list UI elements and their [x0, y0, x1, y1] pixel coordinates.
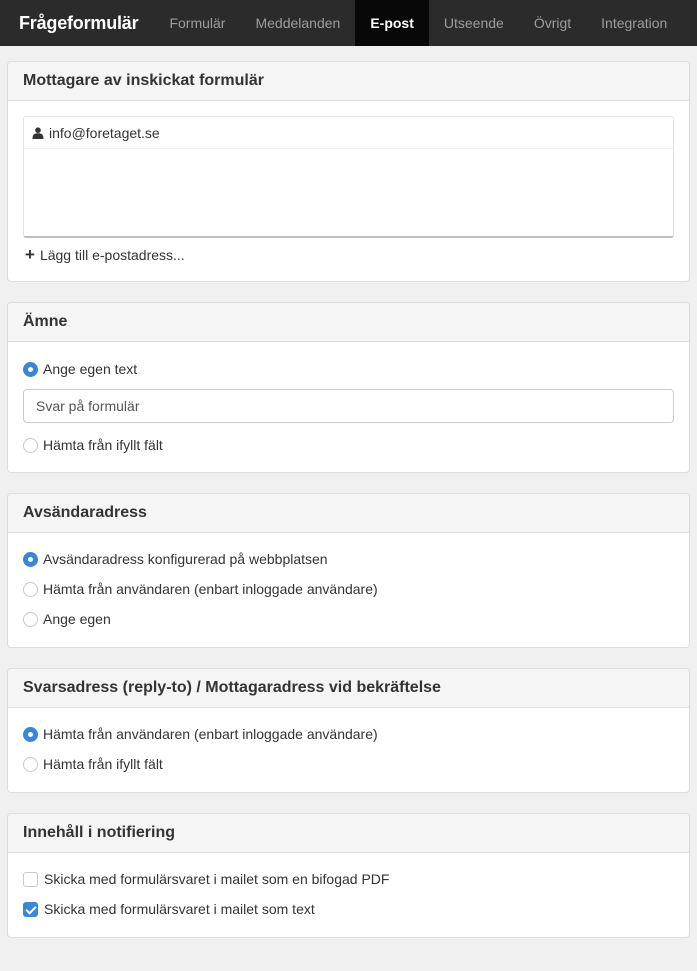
sender-option-site[interactable]	[23, 544, 674, 574]
sender-custom-label: Ange egen	[43, 611, 111, 627]
replyto-heading: Svarsadress (reply-to) / Mottagaradress vid bekräftelse	[8, 669, 689, 708]
tab-utseende[interactable]: Utseende	[443, 15, 504, 31]
subject-heading: Ämne	[8, 303, 689, 342]
tab-meddelanden[interactable]: Meddelanden	[255, 15, 341, 31]
replyto-field-label: Hämta från ifyllt fält	[43, 756, 163, 772]
subject-custom-label: Ange egen text	[43, 361, 138, 377]
subject-input[interactable]	[23, 389, 674, 423]
sender-option-custom[interactable]	[23, 604, 674, 634]
recipient-email: info@foretaget.se	[49, 124, 160, 141]
tab-formular[interactable]: Formulär	[169, 15, 226, 31]
subject-panel	[7, 302, 690, 473]
sender-panel	[7, 493, 690, 648]
notification-heading: Innehåll i notifiering	[8, 814, 689, 853]
tab-ovrigt[interactable]: Övrigt	[533, 15, 572, 31]
replyto-field-radio[interactable]	[23, 757, 38, 772]
notification-pdf-label: Skicka med formulärsvaret i mailet som en bifogad PDF	[44, 871, 390, 887]
sender-custom-radio[interactable]	[23, 612, 38, 627]
notification-text-checkbox[interactable]	[23, 902, 38, 917]
replyto-option-user[interactable]	[23, 719, 674, 749]
add-email-link[interactable]	[23, 246, 674, 263]
add-email-label: Lägg till e-postadress...	[39, 246, 185, 263]
sender-user-label: Hämta från användaren (enbart inloggade användare)	[43, 581, 378, 597]
replyto-panel	[7, 668, 690, 793]
notification-pdf-checkbox[interactable]	[23, 872, 38, 887]
main-content	[0, 46, 697, 938]
recipients-panel	[7, 61, 690, 282]
subject-field-radio[interactable]	[23, 438, 38, 453]
notification-option-pdf[interactable]	[23, 864, 674, 894]
tab-integration[interactable]: Integration	[601, 15, 668, 31]
plus-icon: +	[25, 245, 35, 264]
notification-panel	[7, 813, 690, 938]
recipient-item[interactable]	[24, 117, 673, 149]
app-brand[interactable]: Frågeformulär	[19, 12, 139, 33]
replyto-user-radio[interactable]	[23, 727, 38, 742]
subject-option-field[interactable]	[23, 430, 674, 460]
replyto-user-label: Hämta från användaren (enbart inloggade användare)	[43, 726, 378, 742]
notification-option-text[interactable]	[23, 894, 674, 924]
replyto-option-field[interactable]	[23, 749, 674, 779]
sender-heading: Avsändaradress	[8, 494, 689, 533]
sender-user-radio[interactable]	[23, 582, 38, 597]
recipients-heading: Mottagare av inskickat formulär	[8, 62, 689, 101]
subject-custom-radio[interactable]	[23, 362, 38, 377]
sender-option-user[interactable]	[23, 574, 674, 604]
notification-text-label: Skicka med formulärsvaret i mailet som text	[44, 901, 315, 917]
tab-e-post[interactable]: E-post	[355, 0, 429, 46]
sender-site-radio[interactable]	[23, 552, 38, 567]
top-navbar	[0, 0, 697, 46]
user-icon	[32, 127, 44, 139]
recipient-list	[23, 116, 674, 238]
subject-field-label: Hämta från ifyllt fält	[43, 437, 163, 453]
subject-option-custom[interactable]	[23, 354, 674, 384]
sender-site-label: Avsändaradress konfigurerad på webbplatsen	[43, 551, 328, 567]
